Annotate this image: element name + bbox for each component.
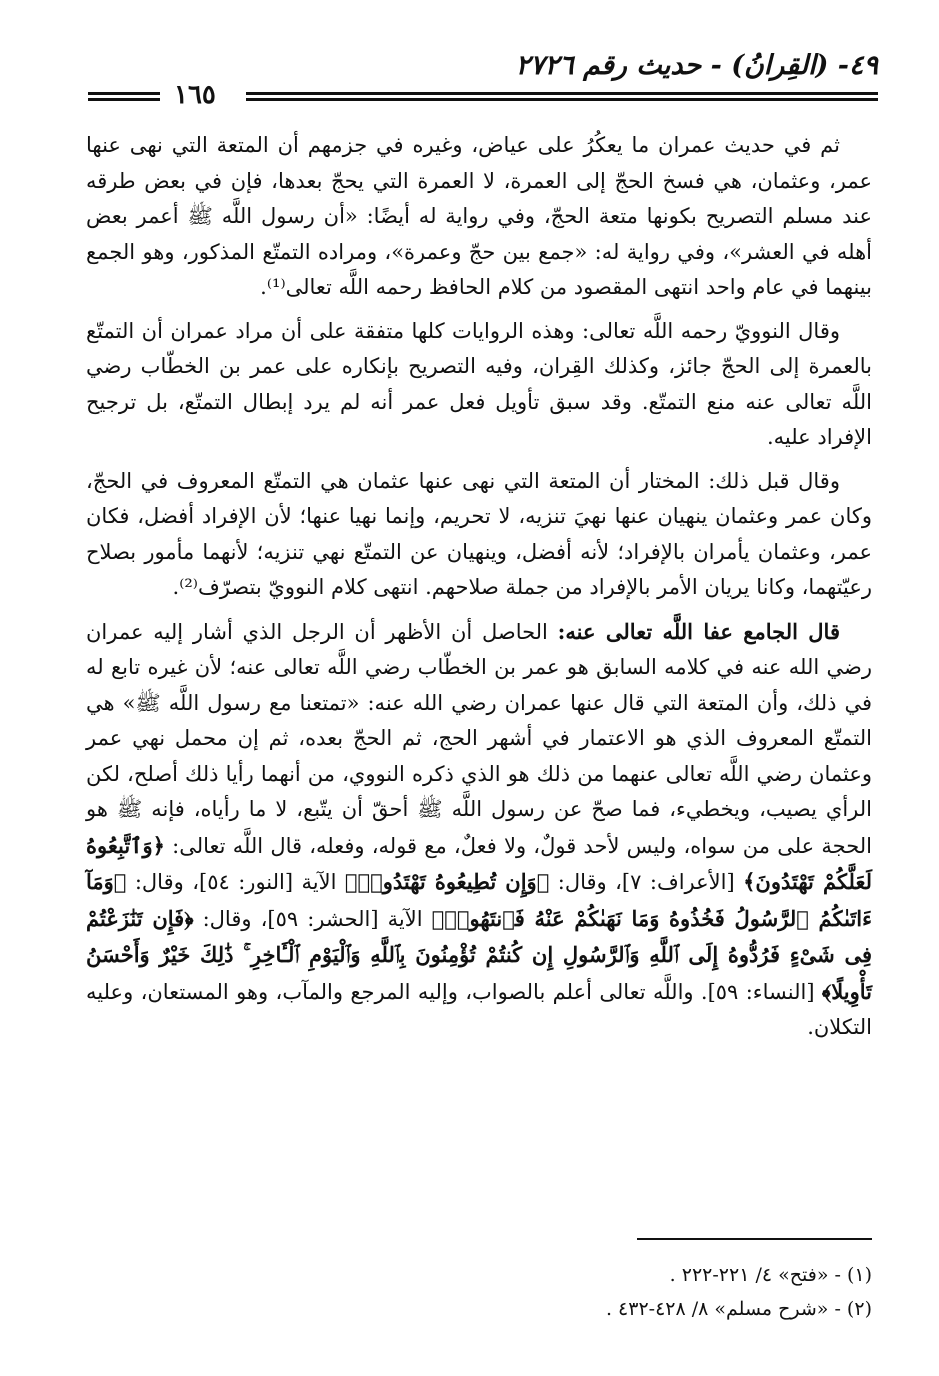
quran-verse-2: ﴿وَإِن تُطِيعُوهُ تَهْتَدُوا۟﴾: [344, 869, 550, 894]
paragraph-4-part-1: الحاصل أن الأظهر أن الرجل الذي أشار إليه عمران رضي الله عنه في كلامه السابق هو عمر بن الخطّاب رضي اللَّه تعالى عنه؛ لأن غيره تابع له في ذلك، وأن المتعة التي قال عنها عمران رضي الله عنه: «تمتعنا مع رسول اللَّه ﷺ» هي التمتّع المعروف الذي هو الاعتمار في أشهر الحج، ثم الحجّ بعده، ثم إن محمل نهي عمر وعثمان رضي اللَّه تعالى عنهما من ذلك هو الذي ذكره النووي، من أنهما رأيا ذلك أصلح، لكن الرأي يصيب، ويخطيء، فما صحّ عن رسول اللَّه ﷺ أحقّ أن يتّبع، لا ما رأياه، فإنه ﷺ هو الحجة على من سواه، وليس لأحد قولٌ، ولا فعلٌ، مع قوله، وفعله، قال اللَّه تعالى:: [86, 619, 872, 858]
author-note-lead: قال الجامع عفا اللَّه تعالى عنه:: [557, 618, 840, 644]
paragraph-2: وقال النوويّ رحمه اللَّه تعالى: وهذه الروايات كلها متفقة على أن مراد عمران أن التمتّع بالعمرة إلى الحجّ جائز، وكذلك القِران، وفيه التصريح بإنكاره على عمر بن الخطّاب رضي اللَّه تعالى عنه منع التمتّع. وقد سبق تأويل فعل عمر أنه لم يرد إبطال التمتّع، بل ترجيح الإفراد عليه.: [86, 318, 872, 449]
footnote-1: (١) - «فتح» ٤/ ٢٢١-٢٢٢ .: [669, 1264, 872, 1286]
footnote-2: (٢) - «شرح مسلم» ٨/ ٤٢٨-٤٣٢ .: [605, 1298, 872, 1320]
quran-verse-3: ﴿وَمَآ ءَاتَىٰكُمُ ٱلرَّسُولُ فَخُذُوهُ وَمَا نَهَىٰكُمْ عَنْهُ فَٱنتَهُوا۟﴾: [86, 869, 873, 931]
footnote-separator: [637, 1238, 872, 1240]
footnotes: [272, 1258, 872, 1326]
header-rule-right: [246, 92, 878, 101]
body-text: [86, 128, 872, 1054]
paragraph-3: وقال قبل ذلك: المختار أن المتعة التي نهى عنها عثمان هي التمتّع المعروف في الحجّ، وكان عمر وعثمان ينهيان عنها نهيَ تنزيه، لا تحريم، وإنما نهيا عنها؛ لأن الإفراد أفضل، فكان عمر، وعثمان يأمران بالإفراد؛ لأنه أفضل، وينهيان عن التمتّع نهي تنزيه؛ لأنهما مأمور بصلاح رعيّتهما، وكانا يريان الأمر بالإفراد من جملة صلاحهم. انتهى كلام النوويّ بتصرّف⁽²⁾.: [86, 468, 872, 599]
quran-verse-4: ﴿فَإِن تَنَٰزَعْتُمْ فِى شَىْءٍ فَرُدُّوهُ إِلَى ٱللَّهِ وَٱلرَّسُولِ إِن كُنتُمْ تُؤْمِنُونَ بِٱللَّهِ وَٱلْيَوْمِ ٱلْـَٔاخِرِ ۚ ذَٰلِكَ خَيْرٌ وَأَحْسَنُ تَأْوِيلًا﴾: [86, 905, 872, 1004]
paragraph-1: ثم في حديث عمران ما يعكُرُ على عياض، وغيره في جزمهم أن المتعة التي نهى عنها عمر، وعثمان، هي فسخ الحجّ إلى العمرة، لا العمرة التي يحجّ بعدها، فإن في بعض طرقه عند مسلم التصريح بكونها متعة الحجّ، وفي رواية له أيضًا: «أن رسول اللَّه ﷺ أعمر بعض أهله في العشر»، وفي رواية له: «جمع بين حجّ وعمرة»، ومراده التمتّع المذكور، وهو الجمع بينهما في عام واحد انتهى المقصود من كلام الحافظ رحمه اللَّه تعالى⁽¹⁾.: [86, 133, 872, 299]
paragraph-4-part-2: [الأعراف: ٧]، وقال:: [549, 870, 744, 894]
paragraph-4-part-5: [النساء: ٥٩]. واللَّه تعالى أعلم بالصواب، وإليه المرجع والمآب، وهو المستعان، وعليه التكلان.: [86, 979, 872, 1039]
paragraph-4: [86, 614, 872, 1046]
page-header: [88, 50, 878, 120]
paragraph-4-part-4: الآية [الحشر: ٥٩]، وقال:: [193, 906, 432, 931]
header-rule-left: [88, 92, 160, 101]
quran-verse-1: ﴿وَٱتَّبِعُوهُ لَعَلَّكُمْ تَهْتَدُونَ﴾: [86, 832, 873, 894]
paragraph-4-part-3: الآية [النور: ٥٤]، وقال:: [126, 870, 345, 894]
page-number: ١٦٥: [168, 80, 222, 110]
chapter-title: ٤٩- (القِرانُ) - حديث رقم ٢٧٢٦: [515, 50, 878, 81]
